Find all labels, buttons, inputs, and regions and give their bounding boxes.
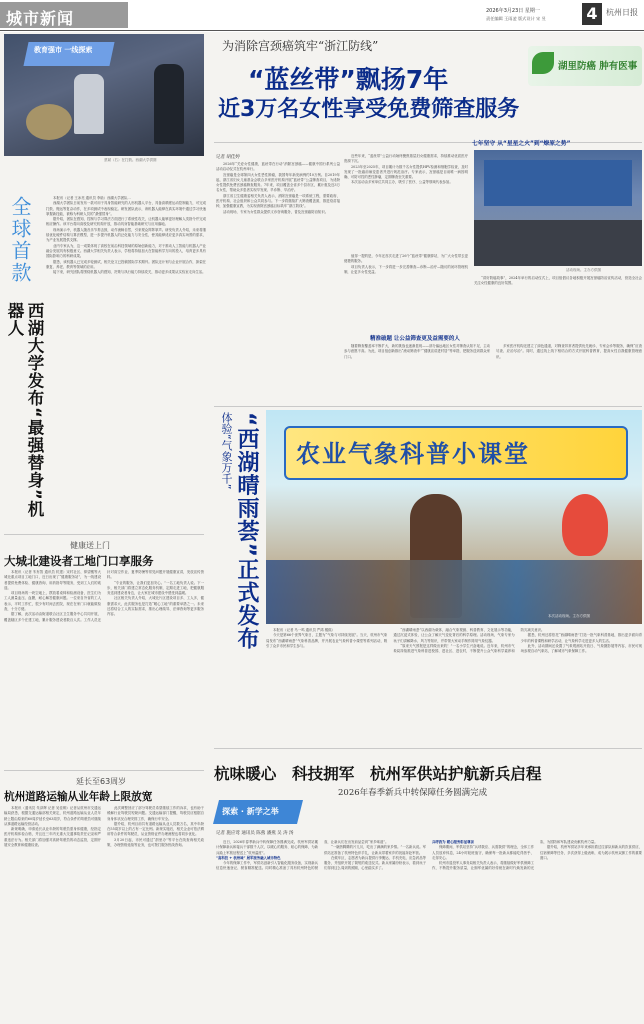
divider [4,770,204,771]
hpv-byline: 记者 胡佳婷 [216,155,240,160]
hpv-event-photo [474,150,642,266]
weather-kicker: 体验“气象万千” [220,412,233,490]
hpv-body-col3: 值得一提的是，今年还首次走进了26个“蓝丝带”健康驿站，为广大女性带去更便捷的服务。 项目负责人表示，下一步将进一步完善筛查—诊断—治疗—随访的闭环管理机制，让更多女性受益。 [344,254,468,274]
road-kicker: 延长至63周岁 [76,777,127,786]
weather-body: 本报讯（记者 马一鸣 通讯员 严鸿 楼熙） 今天是第66个世界气象日，主题为“气象与可持续发展”。当天，杭州市气象局发布“西湖晴雨荟”气象科普品牌，并开展农业气象科普小课堂等系列活动，吸引了众多市民和学生参与。 “西湖晴雨荟”以西湖为载体，融合气象观测、科普教育、文化展示等功能，通过沉浸式体验，让公众了解天气变化背后的科学原理。活动现场，气象专家为孩子们讲解降水、风力等知识，并带领大家动手制作简易气象仪器。 “原来天气预报是这样做出来的！”一名小学生兴奋地说。近年来，杭州市气象局持续推进气象科普进校园、进社区、进农村，不断提升公众气象科学素养和防灾减灾意识。 据悉，杭州还将依托“西湖晴雨荟”打造一批气象科普基地，推出更多面向青少年的科普课程和研学活动，让气象科学走进更多人的生活。 此外，活动期间还设置了气象观测站开放日、气象摄影展等内容，市民可现场参观自动气象站，了解城市气象保障工作。 [266,628,642,654]
hpv-body-col2: 近些年来，“蓝丝带”公益行动始终聚焦基层妇女健康需求，持续推动优质医疗资源下沉。 2023年至2025年，项目累计为数千名女性提供HPV检测和细胞学检查，及时发现了一批癌前病变患者并进行规范治疗。专家表示，宫颈癌是目前唯一病因明确、可防可控的恶性肿瘤，定期筛查至关重要。 本次活动由多家单位共同主办，吸引了医疗、公益等领域代表参加。 [344,154,468,185]
person-figure-shape [154,64,184,144]
paper-logo: 杭州日报 [606,8,638,17]
military-subhead: 2026年春季新兵中转保障任务圆满完成 [338,788,488,798]
audience-shape [474,220,642,266]
hpv-subhead-1: 七年坚守 从“星星之火”到“燎原之势” [472,141,571,147]
hpv-logo-text: 湖里防癌 肿有医事 [558,61,638,72]
hpv-logo [528,46,642,86]
weather-headline: “西湖晴雨荟”正式发布 [234,412,259,650]
divider [214,142,642,143]
hpv-headline-line1: “蓝丝带”飘扬7年 [248,65,449,94]
robot-body: 本报讯（记者 王冰亮 通讯员 李晗）西湖大学团队... 西湖大学团队日前发布一款可用于具身智能研究的人形机器人平台，具备高精度运动控制能力，可完成打鼓、搬运等复杂动作，在多项测试中表现稳定。研发团队表示，该机器人能够在真实环境中通过学习快速掌握新技能，被称为科研人员的“最强替身”。 据介绍，团队在感知、控制与学习算法方面进行了系统性攻关，让机器人能够更好理解人类指令并完成相应操作。该平台将向高校及研究机构开放，推动具身智能基础研究与应用落地。 现场演示中，机器人随音乐节奏击鼓，动作流畅自然，引来观众阵阵掌声。研发负责人介绍，未来将继续优化硬件结构与算法模型，进一步提升机器人的泛化能力与安全性，使其能够适应更多真实场景的需求，为产业发展提供支撑。 业内专家认为，这一成果体现了高校在前沿科技领域的原始创新能力，对于推动人工智能与机器人产业融合发展具有积极意义。西湖大学相关负责人表示，学校将持续加大在智能科学方向的投入，培育更多具有国际影响力的科研成果。 据悉，该机器人已完成多轮测试，相关论文已投稿国际学术期刊。团队还计划与企业开展合作，探索在康复、养老、教育等领域的应用。 接下来，研究团队将围绕机器人的感知、决策与执行能力持续攻关，推动更多成果从实验室走向生活。 [46,196,206,275]
hpv-body-col5: 随着筛查覆盖率不断扩大，新的挑战也逐渐显现——部分偏远地区女性对筛查认知不足，主动参与意愿不高。为此，项目组创新推出“流动筛查车”“健康宣讲进村居”等举措，把服务送到群众家门口。 多家医疗机构还建立了绿色通道，对筛查异常者提供优先就诊、专家会诊等服务，确保“应查尽查、应治尽治”。同时，通过线上线下相结合的方式开展科普教育，提高女性自我健康管理意识。 [344,344,642,359]
masthead [0,0,644,32]
hpv-body-col1: 2026年“关爱女性健康，蓝丝带在行动”消除宫颈癌——健康中国行系列公益活动启动仪式在杭州举行。 宫颈癌是全球第四大女性恶性肿瘤，我国每年新发病例约10万例。自2019年起，浙江省妇女儿童基金会联合多家医疗机构开展“蓝丝带”公益筛查项目，为适龄女性提供免费宫颈癌筛查服务。7年来，项目覆盖全省多个县市区，累计惠及近3万名女性，帮助众多患者实现早发现、早诊断、早治疗。 浙江省卫生健康委相关负责人表示，消除宫颈癌是一项系统工程，需要政府、医疗机构、社会组织和公众共同参与。下一步将继续扩大筛查覆盖面，推进疫苗接种，加强健康宣教，为实现消除宫颈癌目标筑牢“浙江防线”。 活动现场，专家为女性群众提供义诊咨询服务，普及宫颈癌防治知识。 [216,162,340,214]
masthead-date: 2026年3月23日 星期一 [486,8,540,14]
weather-photo-caption: 本次活动现场。主办方供图 [548,614,590,618]
worksite-headline: 大城北建设者工地门口享服务 [4,554,154,568]
robot-drum-photo [4,34,204,156]
hpv-headline-line2: 近3万名女性享受免费筛查服务 [218,97,520,122]
divider [4,534,204,535]
hpv-kicker: 为消除宫颈癌筑牢“浙江防线” [222,39,379,53]
drum-kit-shape [26,104,72,140]
weather-classroom-photo [266,410,642,624]
road-body: 本报讯（通讯员 朱泽辉 记者 吴佳桐）记者从杭州市交通运输局获悉，根据交通运输部相关规定，杭州道路运输从业人员年龄上限由原来的60周岁延长至63周岁，符合条件的驾驶员可继续从事道路运输经营活动。 新规明确，申请延长从业年龄的驾驶员需身体健康，经指定医疗机构体检合格，并且近三年内无重大交通事故责任记录和严重违法行为。相关部门将加强对高龄驾驶员的动态监管，定期开展安全教育和健康检查。 此次调整回应了部分驾驶员希望继续工作的诉求，也有助于缓解行业驾驶员短缺问题。交通运输部门提醒，驾驶员应根据自身身体状况合理安排工作，确保行车安全。 据介绍，杭州目前共有道路运输从业人员数万名，其中年龄在55周岁以上的占有一定比例。新规实施后，相关企业可依法聘用符合条件的驾驶员，从业资格证件办理流程也将同步优化。 3月20日起，市民可通过“浙里办”等平台在线查询相关政策，办理资格延续等业务，也可拨打服务热线咨询。 [4,806,204,848]
military-badge [213,800,303,824]
robot-byline: 本报讯（记者 王冰亮 通讯员 李晗）西湖大学团队... [53,196,131,200]
military-headline: 杭味暖心 科技拥军 杭州军供站护航新兵启程 [214,765,542,783]
section-title: 城市新闻 [6,9,75,28]
weather-byline: 本报讯（记者 马一鸣 通讯员 严鸿 楼熙） [273,628,335,632]
page-number: 4 [582,3,602,25]
weather-banner-text: 农业气象科普小课堂 [296,440,530,468]
stage-screen-shape [484,160,632,206]
masthead-editors: 责任编辑 王雨凌 版式设计 宋 昱 [486,16,546,21]
robot-photo-caption: 蔡斌（右）在打鼓。西湖大学供图 [104,158,157,162]
leaf-icon [532,52,554,74]
military-subhead-2: 兵呼我为 暖心服务彰显尊崇 [432,840,474,844]
worksite-kicker: 健康送上门 [70,541,110,550]
military-byline: 记者 施应莺 通讯员 陈燕 潘燕 吴 涛 汤 [216,831,294,836]
military-subhead-1: “高科技 + 杭州味” 展军旅务融入城市特色 [216,855,281,860]
robot-kicker: 全球首款 [8,196,32,284]
hpv-subhead-2: 精准破题 让公益筛查更及益需要的人 [370,336,460,342]
road-headline: 杭州道路运输从业年龄上限放宽 [4,791,153,803]
hpv-body-col4: “讲好防癌故事”，2024年举行的启动仪式上，项目组倡议各地积极开展宫颈癌防治宣传活动，营造全社会关注女性健康的良好氛围。 [474,276,642,286]
robot-headline: 西湖大学发布“最强替身”机器人 [5,302,44,519]
worksite-body: 本报讯（记者 朱有智 通讯员 杭建）宋村社区、仰望楼等大城北重点项目工地门口，近日出现了“健康服务站”，为一线建设者提供免费体检、健康咨询、用药指导等服务，受到工人们的欢迎。 项目现场的一块空地上，摆放着桌椅和检测设备，医生们为工人测量血压、血糖，耐心解答健康问题。一位来自外省的工人表示，平时工作忙，很少有时间去医院，现在在家门口就能做检查，十分方便。 据了解，此次活动由街道联合社区卫生服务中心共同开展，覆盖辖区多个在建工地，累计服务建设者数百人次。工作人员还针对高空作业、夏季防暑等常见问题开展健康宣讲，发放宣传资料。 “专业的服务，让我们更加安心。”一名工地负责人说。下一步，相关部门将建立常态化服务机制，定期走进工地，把健康服务送到建设者身边，让大家在城市建设中感受到温暖。 社区相关负责人介绍，大城北片区建设项目多、工人多，健康需求大，此次服务也是打造“暖心工地”的重要举措之一。未来还将结合工人的实际需求，推出心理疏导、法律咨询等更多服务内容。 [4,570,204,622]
mascot-shape [562,494,608,556]
military-body: 近日，2026年春季新兵中转保障任务圆满完成。杭州军供站累计保障新兵和接兵干部数千人次，以暖心的服务、贴心的保障，为新兵踏上军旅征程送上“杭州温度”。 “高科技 + 杭州味” 展军旅务融入城市特色 今年的保障工作中，军供站创新引入智能化服务设备，实现新兵信息快速登记、餐食精准配送。同时精心准备了具有杭州特色的餐食，让新兵们在出发前品尝到“家乡味道”。 “一碗热腾腾的片儿川，吃出了满满的家乡情。”一名新兵说。军供站还准备了杭州特色伴手礼，让新兵带着家乡的祝福奔赴军营。 在候车区，志愿者为新兵提供行李搬运、手机充电、应急药品等服务，并组织开展了简短的欢送仪式。新兵家属纷纷表示，看到孩子们得到这么周到的照顾，心里踏实多了。 兵呼我为 暖心服务彰显尊崇 保障期间，军供站坚持“兵呼我应、兵需我供”的理念，全体工作人员放弃休息，24小时轮班值守，确保每一批新兵都能吃得热乎、走得安心。 杭州市退役军人事务局相关负责人表示，将继续做好军供保障工作，不断提升服务质量，让拥军优属的好传统在新时代焕发新的光彩，为国防和军队建设贡献杭州力量。 据介绍，杭州军供站多年来承担着过往部队和新兵的饮食供应、住宿保障等任务，多次获得上级表彰，成为展示杭州双拥工作的重要窗口。 [216,840,642,871]
military-badge-text: 探索 · 新学之举 [222,807,279,816]
divider [214,748,642,749]
robot-figure-shape [74,74,104,134]
hpv-photo-caption: 活动现场。主办方供图 [566,268,601,272]
photo-badge: 教育强市 一线探索 [34,46,93,54]
divider [214,406,642,407]
masthead-rule [0,30,644,31]
